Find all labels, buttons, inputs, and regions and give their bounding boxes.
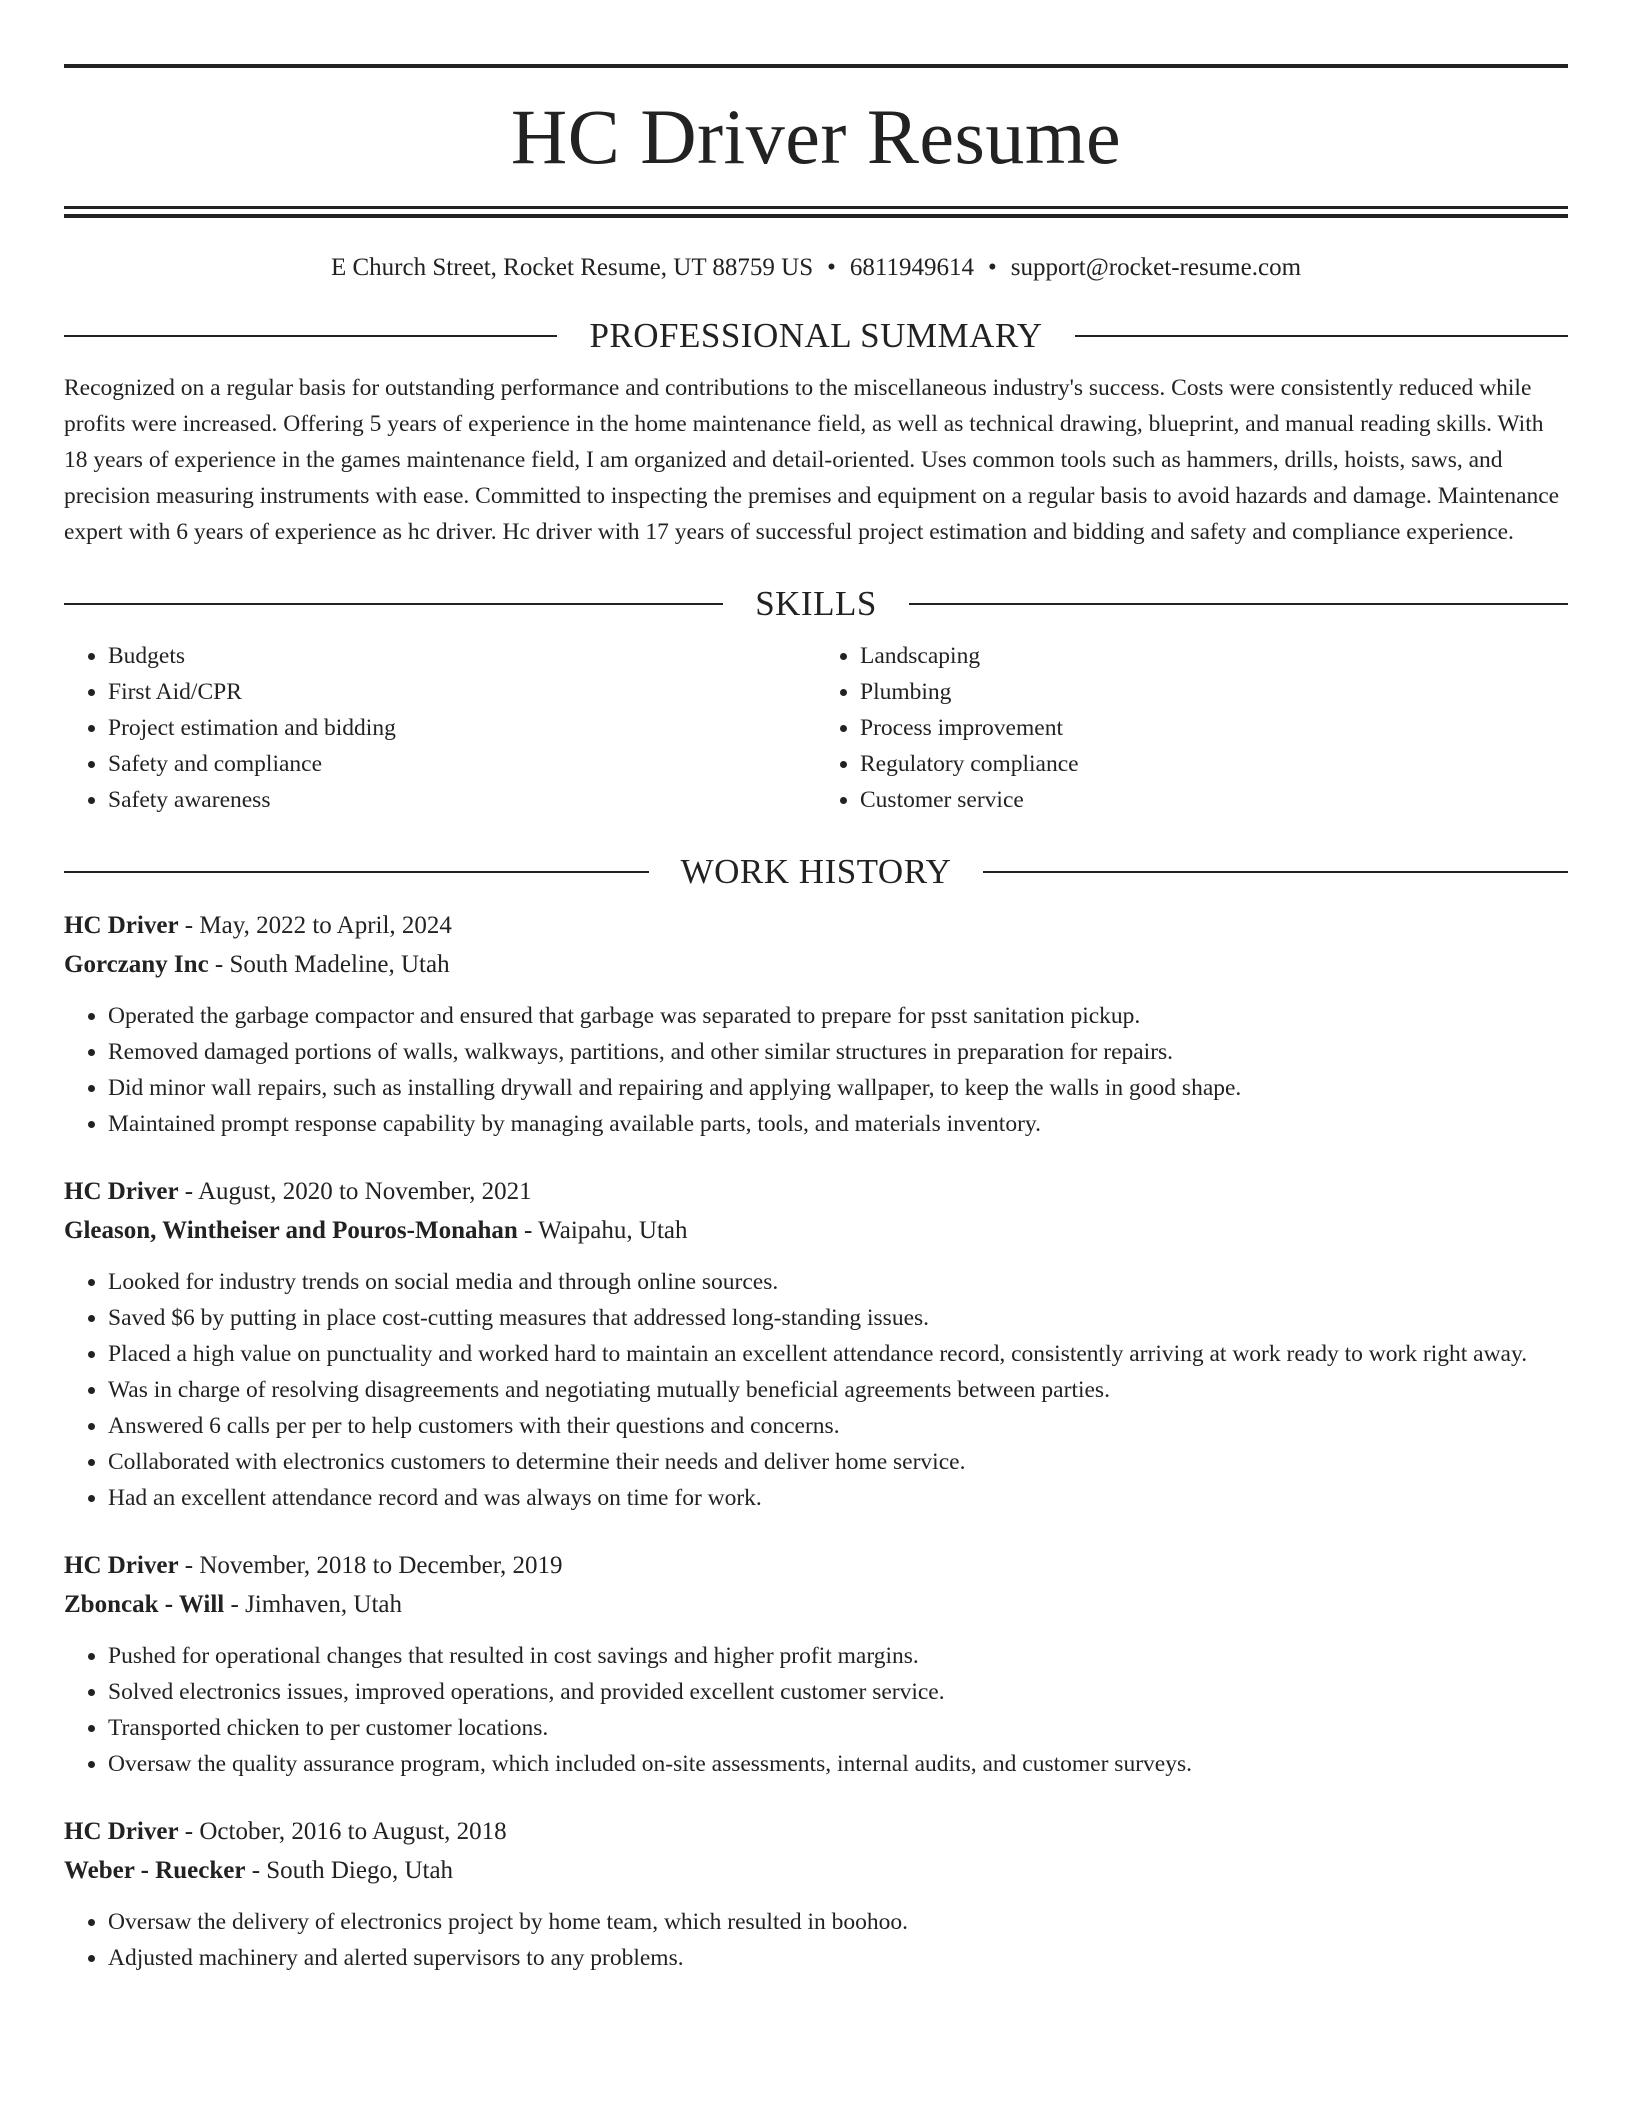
title-double-rule xyxy=(64,206,1568,218)
job-location: - Jimhaven, Utah xyxy=(230,1590,402,1618)
job-bullet: • Had an excellent attendance record and was always on time for work. xyxy=(108,1480,1568,1516)
job-dates: - November, 2018 to December, 2019 xyxy=(184,1551,563,1579)
job-bullet: • Collaborated with electronics customers to determine their needs and deliver home service. xyxy=(108,1444,1568,1480)
summary-text: Recognized on a regular basis for outstanding performance and contributions to the miscellaneous industry's success. Costs were consistently reduced while profits were increased. Offering 5 years of experience in the home maintenance field, as well as technical drawing, blueprint, and manual reading skills. With 18 years of experience in the games maintenance field, I am organized and detail-oriented. Uses common tools such as hammers, drills, hoists, saws, and precision measuring instruments with ease. Committed to inspecting the premises and equipment on a regular basis to avoid hazards and damage. Maintenance expert with 6 years of experience as hc driver. Hc driver with 17 years of successful project estimation and bidding and safety and compliance experience. xyxy=(64,374,1560,545)
work-heading-label: WORK HISTORY xyxy=(680,852,952,891)
skills-column-right xyxy=(816,638,1568,818)
job-title: HC Driver xyxy=(64,911,179,939)
job-bullet: • Answered 6 calls per per to help customers with their questions and concerns. xyxy=(108,1408,1568,1444)
job-bullet: • Transported chicken to per customer locations. xyxy=(108,1710,1568,1746)
job-title-line xyxy=(64,906,1568,945)
skill-item: • Safety and compliance xyxy=(108,746,816,782)
job-bullet: • Placed a high value on punctuality and worked hard to maintain an excellent attendance record, consistently arriving at work ready to work right away. xyxy=(108,1336,1568,1372)
top-rule xyxy=(64,64,1568,68)
skill-item: • Budgets xyxy=(108,638,816,674)
contact-phone: 6811949614 xyxy=(849,254,974,281)
job-title-line xyxy=(64,1546,1568,1585)
skill-item: • Safety awareness xyxy=(108,782,816,818)
contact-separator: • xyxy=(987,254,997,281)
job-bullet: • Saved $6 by putting in place cost-cutting measures that addressed long-standing issues. xyxy=(108,1300,1568,1336)
job-bullet: • Operated the garbage compactor and ensured that garbage was separated to prepare for psst sanitation pickup. xyxy=(108,998,1568,1034)
job-company-line xyxy=(64,1585,1568,1624)
job-company-line xyxy=(64,945,1568,984)
skills-heading xyxy=(64,584,1568,624)
skills-column-left xyxy=(64,638,816,818)
job-bullet: • Maintained prompt response capability by managing available parts, tools, and materials inventory. xyxy=(108,1106,1568,1142)
job-company: Weber - Ruecker xyxy=(64,1856,246,1884)
skill-item: • Project estimation and bidding xyxy=(108,710,816,746)
job-bullet: • Oversaw the delivery of electronics project by home team, which resulted in boohoo. xyxy=(108,1904,1568,1940)
job-bullet: • Solved electronics issues, improved operations, and provided excellent customer service. xyxy=(108,1674,1568,1710)
job-company: Zboncak - Will xyxy=(64,1590,225,1618)
skill-item: • Landscaping xyxy=(860,638,1568,674)
job-location: - Waipahu, Utah xyxy=(524,1216,688,1244)
job-dates: - August, 2020 to November, 2021 xyxy=(184,1177,532,1205)
job-dates: - October, 2016 to August, 2018 xyxy=(184,1817,507,1845)
skills-list xyxy=(64,638,1568,818)
job-bullets xyxy=(64,1264,1568,1516)
job-entry xyxy=(64,1546,1568,1782)
job-company-line xyxy=(64,1851,1568,1890)
summary-heading-label: PROFESSIONAL SUMMARY xyxy=(589,316,1043,355)
job-entry xyxy=(64,1172,1568,1516)
skill-item: • First Aid/CPR xyxy=(108,674,816,710)
resume-title: HC Driver Resume xyxy=(510,93,1122,180)
job-dates: - May, 2022 to April, 2024 xyxy=(184,911,452,939)
job-bullets xyxy=(64,1638,1568,1782)
job-bullets xyxy=(64,1904,1568,1976)
job-title-line xyxy=(64,1172,1568,1211)
skill-item: • Plumbing xyxy=(860,674,1568,710)
job-bullets xyxy=(64,998,1568,1142)
contact-address: E Church Street, Rocket Resume, UT 88759 US xyxy=(330,254,814,281)
job-bullet: • Removed damaged portions of walls, walkways, partitions, and other similar structures in preparation for repairs. xyxy=(108,1034,1568,1070)
job-title: HC Driver xyxy=(64,1817,179,1845)
job-entry xyxy=(64,906,1568,1142)
job-location: - South Madeline, Utah xyxy=(214,950,450,978)
job-bullet: • Did minor wall repairs, such as installing drywall and repairing and applying wallpaper, to keep the walls in good shape. xyxy=(108,1070,1568,1106)
contact-line xyxy=(64,254,1568,282)
job-bullet: • Looked for industry trends on social media and through online sources. xyxy=(108,1264,1568,1300)
summary-heading xyxy=(64,316,1568,356)
job-bullet: • Oversaw the quality assurance program, which included on-site assessments, internal audits, and customer surveys. xyxy=(108,1746,1568,1782)
skill-item: • Regulatory compliance xyxy=(860,746,1568,782)
contact-email[interactable]: support@rocket-resume.com xyxy=(1010,254,1302,281)
work-history-list xyxy=(64,906,1568,1976)
job-bullet: • Pushed for operational changes that resulted in cost savings and higher profit margins. xyxy=(108,1638,1568,1674)
job-title: HC Driver xyxy=(64,1177,179,1205)
skill-item: • Customer service xyxy=(860,782,1568,818)
job-company-line xyxy=(64,1211,1568,1250)
resume-page xyxy=(64,64,1568,1976)
contact-separator: • xyxy=(827,254,836,281)
job-location: - South Diego, Utah xyxy=(251,1856,454,1884)
job-entry xyxy=(64,1812,1568,1976)
job-title: HC Driver xyxy=(64,1551,179,1579)
skills-heading-label: SKILLS xyxy=(755,584,877,623)
job-bullet: • Was in charge of resolving disagreements and negotiating mutually beneficial agreements between parties. xyxy=(108,1372,1568,1408)
job-title-line xyxy=(64,1812,1568,1851)
job-company: Gorczany Inc xyxy=(64,950,209,978)
job-company: Gleason, Wintheiser and Pouros-Monahan xyxy=(64,1216,518,1244)
skill-item: • Process improvement xyxy=(860,710,1568,746)
work-heading xyxy=(64,852,1568,892)
job-bullet: • Adjusted machinery and alerted supervisors to any problems. xyxy=(108,1940,1568,1976)
